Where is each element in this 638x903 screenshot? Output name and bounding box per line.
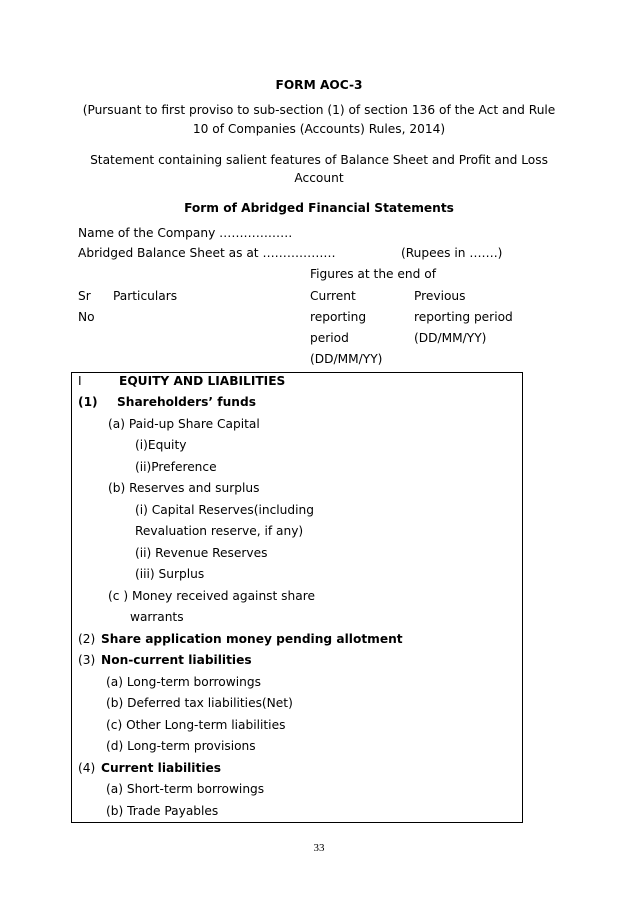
page-number: 33 — [313, 842, 325, 854]
item-1c-line-1: (c ) Money received against share — [108, 589, 315, 603]
statement-line-2: Account — [294, 171, 344, 185]
item-1a-ii: (ii)Preference — [135, 460, 217, 474]
item-3-title: Non-current liabilities — [101, 653, 252, 667]
item-3d: (d) Long-term provisions — [106, 739, 256, 753]
item-1b-i-line-2: Revaluation reserve, if any) — [135, 524, 304, 538]
subtitle: Form of Abridged Financial Statements — [184, 201, 454, 215]
item-4b: (b) Trade Payables — [106, 804, 219, 818]
column-previous-3: (DD/MM/YY) — [414, 331, 487, 345]
column-previous-1: Previous — [414, 289, 466, 303]
item-2-title: Share application money pending allotment — [101, 632, 403, 646]
column-current-1: Current — [310, 289, 356, 303]
column-previous-2: reporting period — [414, 310, 513, 324]
column-sr: Sr — [78, 289, 91, 303]
item-1b-i-line-1: (i) Capital Reserves(including — [135, 503, 314, 517]
item-2-number: (2) — [78, 632, 96, 646]
balance-sheet-date-line: Abridged Balance Sheet as at ……………… — [78, 246, 336, 260]
item-1a-i: (i)Equity — [135, 438, 187, 452]
company-name-line: Name of the Company ……………… — [78, 226, 293, 240]
figures-at-end-label: Figures at the end of — [310, 267, 437, 281]
item-4-number: (4) — [78, 761, 96, 775]
item-4-title: Current liabilities — [101, 761, 222, 775]
form-title: FORM AOC-3 — [275, 78, 363, 92]
item-3a: (a) Long-term borrowings — [106, 675, 261, 689]
item-3c: (c) Other Long-term liabilities — [106, 718, 286, 732]
item-1b-iii: (iii) Surplus — [135, 567, 205, 581]
section-number: I — [78, 374, 82, 388]
item-1a: (a) Paid-up Share Capital — [108, 417, 260, 431]
item-3-number: (3) — [78, 653, 96, 667]
rupees-in-line: (Rupees in …….) — [401, 246, 503, 260]
item-1c-line-2: warrants — [130, 610, 184, 624]
item-4a: (a) Short-term borrowings — [106, 782, 265, 796]
item-1b-ii: (ii) Revenue Reserves — [135, 546, 268, 560]
item-1-number: (1) — [78, 395, 98, 409]
pursuant-line-1: (Pursuant to first proviso to sub-section (1) of section 136 of the Act and Rule — [82, 103, 556, 117]
item-3b: (b) Deferred tax liabilities(Net) — [106, 696, 293, 710]
pursuant-line-2: 10 of Companies (Accounts) Rules, 2014) — [192, 122, 446, 136]
section-title: EQUITY AND LIABILITIES — [119, 374, 286, 388]
column-no: No — [78, 310, 95, 324]
column-current-4: (DD/MM/YY) — [310, 352, 383, 366]
item-1b: (b) Reserves and surplus — [108, 481, 260, 495]
column-current-2: reporting — [310, 310, 367, 324]
item-1-title: Shareholders’ funds — [117, 395, 256, 409]
column-current-3: period — [310, 331, 349, 345]
column-particulars: Particulars — [113, 289, 178, 303]
statement-line-1: Statement containing salient features of Balance Sheet and Profit and Loss — [90, 153, 548, 167]
